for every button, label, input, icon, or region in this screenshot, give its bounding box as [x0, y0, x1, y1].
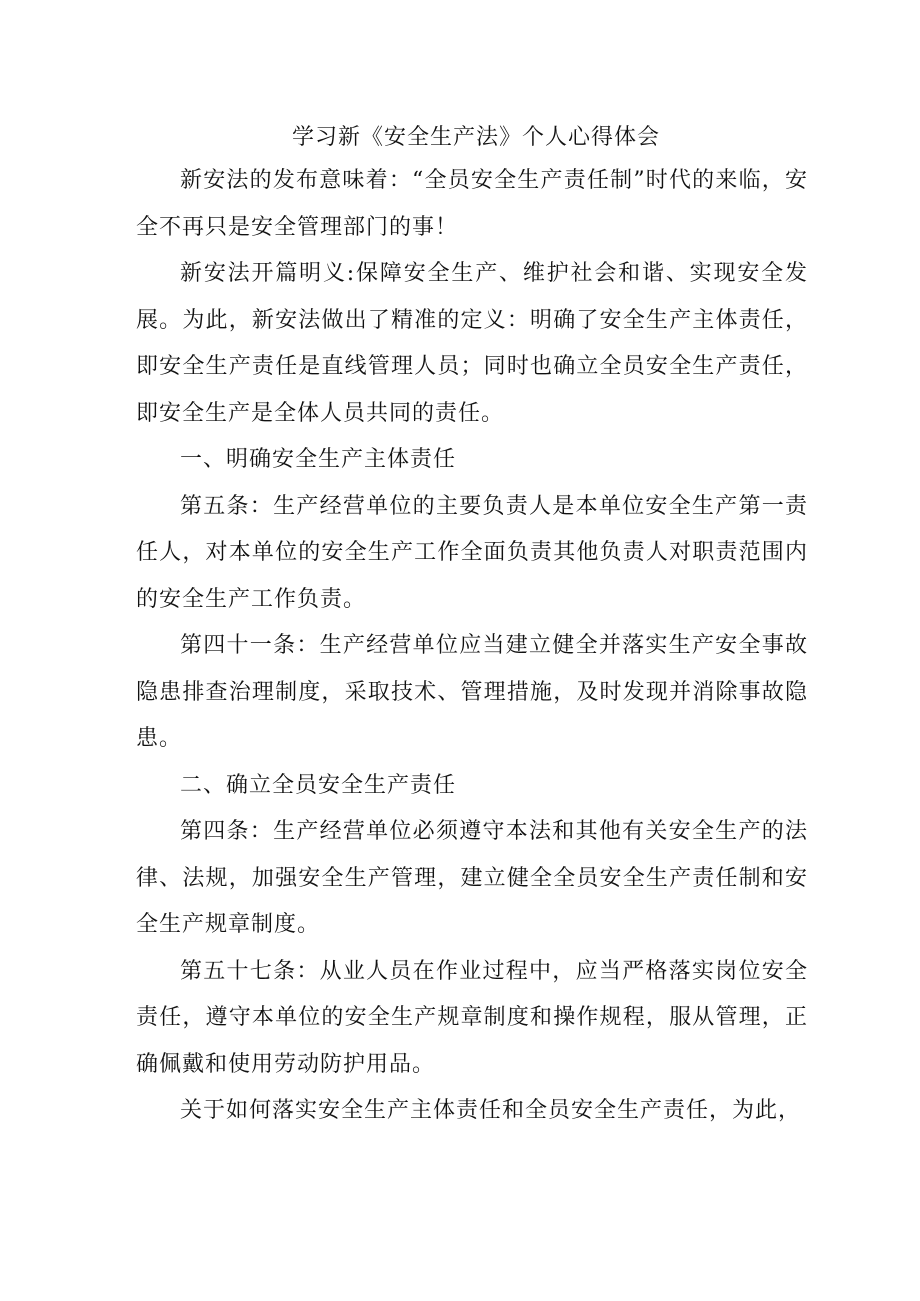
document-title: 学习新《安全生产法》个人心得体会	[291, 125, 660, 150]
document-page	[136, 118, 808, 1135]
article-4-paragraph: 第四条：生产经营单位必须遵守本法和其他有关安全生产的法律、法规，加强安全生产管理，建立健全全员安全生产责任制和安全生产规章制度。	[136, 819, 808, 937]
article-57-paragraph: 第五十七条：从业人员在作业过程中，应当严格落实岗位安全责任，遵守本单位的安全生产规章制度和操作规程，服从管理，正确佩戴和使用劳动防护用品。	[136, 958, 808, 1077]
section-heading-1: 一、明确安全生产主体责任	[180, 447, 457, 472]
section-heading-2: 二、确立全员安全生产责任	[180, 772, 457, 798]
article-41-paragraph: 第四十一条：生产经营单位应当建立健全并落实生产安全事故隐患排查治理制度，采取技术、管理措施，及时发现并消除事故隐患。	[136, 633, 808, 751]
definition-paragraph: 新安法开篇明义:保障安全生产、维护社会和谐、实现安全发展。为此，新安法做出了精准的定义：明确了安全生产主体责任，即安全生产责任是直线管理人员；同时也确立全员安全生产责任，即安全生产是全体人员共同的责任。	[136, 261, 808, 426]
intro-paragraph: 新安法的发布意味着：“全员安全生产责任制”时代的来临，安全不再只是安全管理部门的事！	[136, 168, 808, 240]
closing-paragraph: 关于如何落实安全生产主体责任和全员安全生产责任，为此，	[180, 1098, 802, 1123]
article-5-paragraph: 第五条：生产经营单位的主要负责人是本单位安全生产第一责任人，对本单位的安全生产工作全面负责其他负责人对职责范围内的安全生产工作负责。	[136, 493, 808, 612]
